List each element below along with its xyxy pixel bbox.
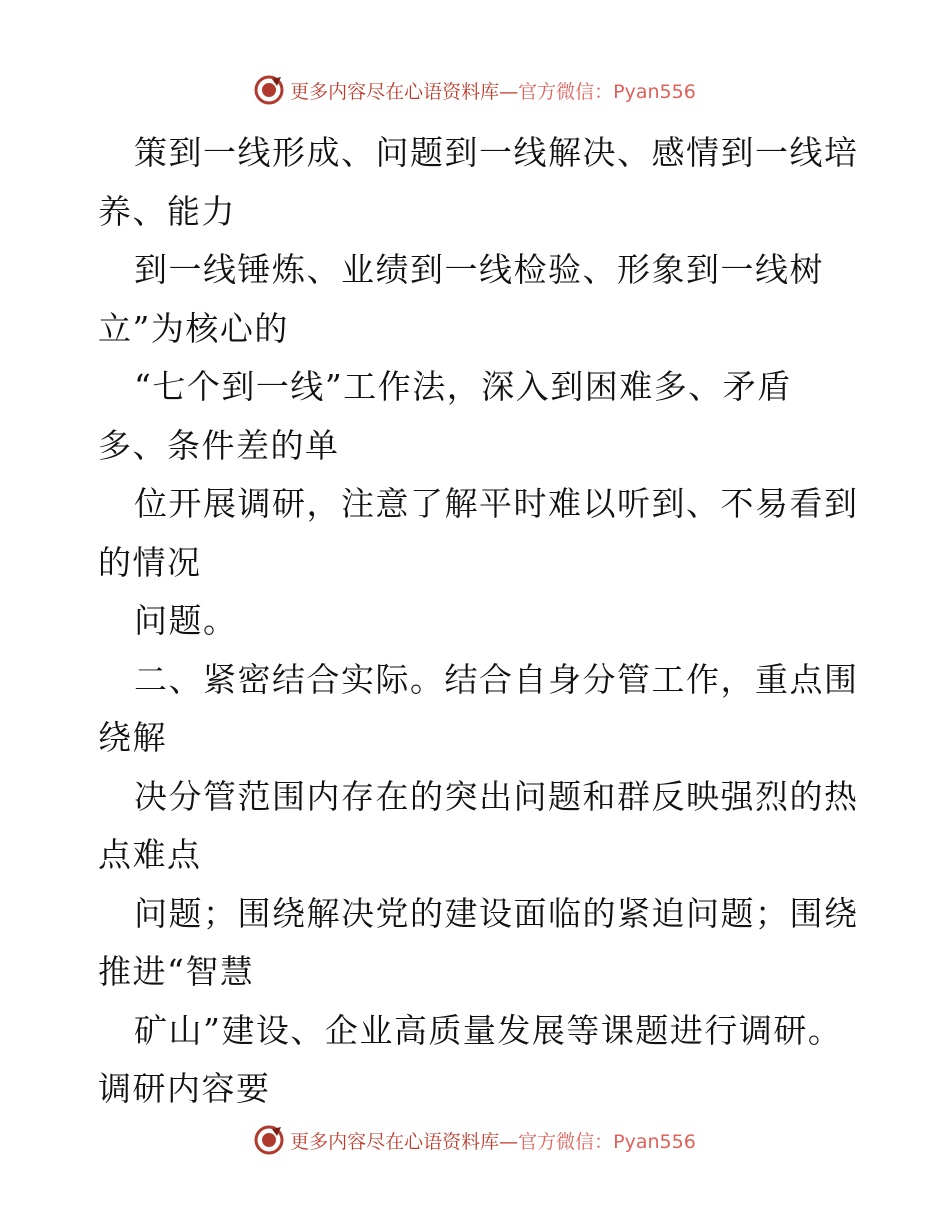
banner-site-text: 更多内容尽在心语资料库	[290, 1130, 500, 1153]
text-line: 推进“智慧	[98, 952, 255, 991]
brand-logo-icon	[254, 1125, 284, 1155]
text-line: 决分管范围内存在的突出问题和群反映强烈的热	[134, 776, 859, 816]
brand-logo-icon	[254, 75, 284, 105]
text-line: 养、能力	[98, 191, 236, 231]
document-body	[98, 124, 858, 1119]
text-line: 调研内容要	[98, 1069, 271, 1108]
text-line: 多、条件差的单	[98, 425, 340, 465]
text-line: 策到一线形成、问题到一线解决、感情到一线培	[134, 133, 859, 172]
banner-wechat-text: 官方微信：Pyan556	[518, 80, 696, 103]
text-line: “七个到一线”工作法，深入到困难多、矛盾	[134, 367, 792, 406]
text-line: 绕解	[98, 718, 167, 757]
text-line: 二、紧密结合实际。结合自身分管工作，重点围	[134, 659, 859, 699]
text-line: 位开展调研，注意了解平时难以听到、不易看到	[134, 484, 859, 523]
banner-wechat-text: 官方微信：Pyan556	[518, 1130, 696, 1153]
banner-text	[290, 77, 696, 104]
header-banner	[0, 72, 950, 108]
text-line: 点难点	[98, 835, 202, 874]
banner-separator: —	[499, 80, 519, 103]
text-line: 到一线锤炼、业绩到一线检验、形象到一线树	[134, 250, 824, 289]
text-line: 问题；围绕解决党的建设面临的紧迫问题；围绕	[134, 893, 859, 933]
text-line: 问题。	[134, 601, 238, 640]
text-line: 矿山”建设、企业高质量发展等课题进行调研。	[134, 1010, 843, 1050]
footer-banner	[0, 1122, 950, 1158]
banner-text	[290, 1127, 696, 1154]
banner-separator: —	[499, 1130, 519, 1153]
text-line: 的情况	[98, 542, 202, 582]
banner-site-text: 更多内容尽在心语资料库	[290, 80, 500, 103]
text-line: 立”为核心的	[98, 308, 289, 348]
